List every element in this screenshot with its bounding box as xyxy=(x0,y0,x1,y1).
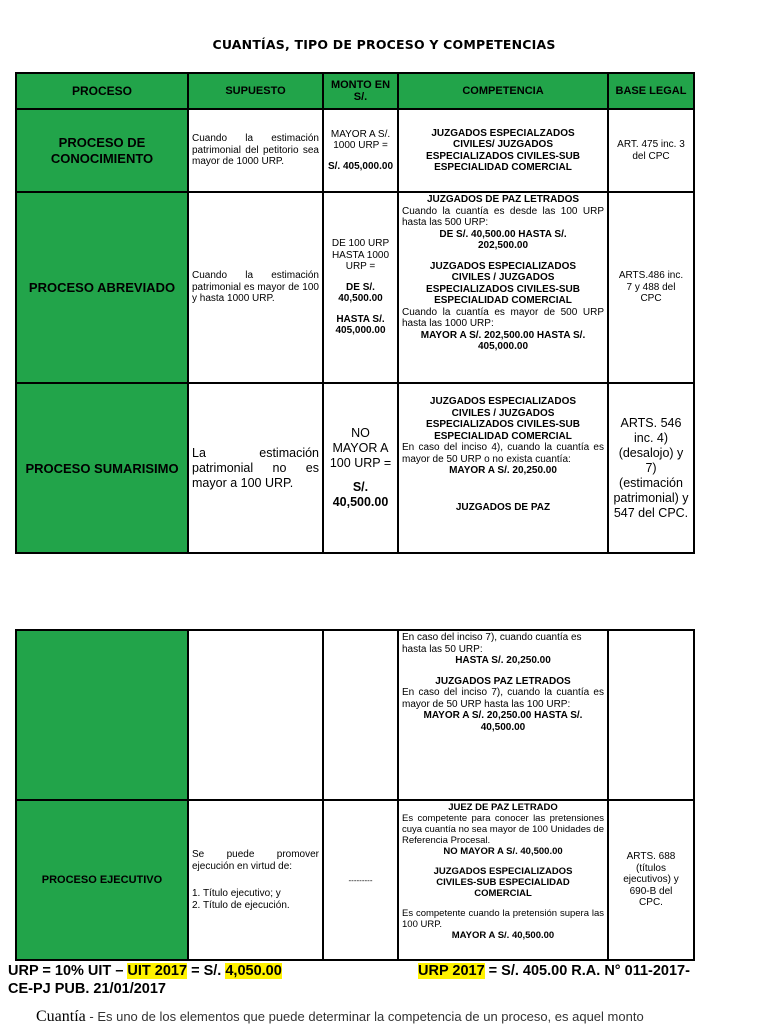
header-proceso: PROCESO xyxy=(16,73,188,109)
monto-value: S/. 40,500.00 xyxy=(332,480,389,509)
competencia-cell xyxy=(398,192,608,383)
supuesto-cell xyxy=(188,630,323,800)
competencia-heading: JUEZ DE PAZ LETRADO xyxy=(448,802,558,813)
competencia-text: Es competente para conocer las pretensiones cuya cuantía no sea mayor de 100 Unidades de Referencia Procesal. xyxy=(402,813,604,846)
competencia-cell xyxy=(398,383,608,553)
competencia-amount: HASTA S/. 20,250.00 xyxy=(455,655,551,666)
monto-text: DE 100 URP HASTA 1000 URP = xyxy=(331,238,390,273)
header-supuesto: SUPUESTO xyxy=(188,73,323,109)
footer-text: URP = 10% UIT – xyxy=(8,963,128,979)
monto-text: NO MAYOR A 100 URP = xyxy=(329,426,392,470)
proceso-abreviado: PROCESO ABREVIADO xyxy=(16,192,188,383)
competencia-cell: JUZGADOS ESPECIALZADOS CIVILES/ JUZGADOS ESPECIALIZADOS CIVILES-SUB ESPECIALIDAD COMERCIAL xyxy=(398,109,608,192)
table-row xyxy=(16,630,694,800)
definition-text xyxy=(36,1008,756,1026)
monto-cell: --------- xyxy=(323,800,398,960)
competencia-heading: JUZGADOS ESPECIALIZADOS CIVILES / JUZGADOS ESPECIALIZADOS CIVILES-SUB ESPECIALIDAD COMERCIAL xyxy=(426,396,580,442)
competencia-text: Es competente cuando la pretensión supera las 100 URP. xyxy=(402,908,604,930)
supuesto-cell: Cuando la estimación patrimonial es mayor de 100 y hasta 1000 URP. xyxy=(188,192,323,383)
competencia-cell xyxy=(398,630,608,800)
base-legal-cell: ARTS. 546 inc. 4) (desalojo) y 7) (estimación patrimonial) y 547 del CPC. xyxy=(608,383,694,553)
monto-text: MAYOR A S/. 1000 URP = xyxy=(330,128,391,152)
proceso-sumarisimo-continued xyxy=(16,630,188,800)
competencia-heading: JUZGADOS ESPECIALIZADOS CIVILES / JUZGADOS ESPECIALIZADOS CIVILES-SUB ESPECIALIDAD COMERCIAL xyxy=(426,260,580,306)
page-title: CUANTÍAS, TIPO DE PROCESO Y COMPETENCIAS xyxy=(212,37,556,52)
competencia-heading: JUZGADOS ESPECIALIZADOS CIVILES-SUB ESPECIALIDAD COMERCIAL xyxy=(433,866,573,899)
footer-urp-2017 xyxy=(418,962,690,980)
monto-value: HASTA S/. 405,000.00 xyxy=(335,313,386,337)
supuesto-cell: La estimación patrimonial no es mayor a 100 URP. xyxy=(188,383,323,553)
supuesto-text: Se puede promover ejecución en virtud de: xyxy=(192,849,319,872)
competencia-amount: MAYOR A S/. 20,250.00 xyxy=(449,465,557,476)
header-monto: MONTO EN S/. xyxy=(323,73,398,109)
supuesto-item: 1. Título ejecutivo; y xyxy=(192,888,281,899)
competencia-text: Cuando la cuantía es desde las 100 URP hasta las 500 URP: xyxy=(402,205,604,228)
supuesto-cell xyxy=(188,800,323,960)
competencia-amount: DE S/. 40,500.00 HASTA S/. 202,500.00 xyxy=(439,228,567,251)
competencia-amount: MAYOR A S/. 20,250.00 HASTA S/. 40,500.00 xyxy=(423,710,583,733)
table-row xyxy=(16,192,694,383)
supuesto-cell: Cuando la estimación patrimonial del petitorio sea mayor de 1000 URP. xyxy=(188,109,323,192)
footer-text: = S/. 405.00 R.A. N° 011-2017- xyxy=(484,963,690,979)
monto-cell xyxy=(323,630,398,800)
definition-term: Cuantía xyxy=(36,1008,86,1025)
proceso-sumarisimo: PROCESO SUMARISIMO xyxy=(16,383,188,553)
footer-highlight: UIT 2017 xyxy=(127,963,188,979)
monto-value: DE S/. 40,500.00 xyxy=(338,281,383,305)
competencia-amount: MAYOR A S/. 202,500.00 HASTA S/. 405,000.00 xyxy=(420,329,586,352)
footer-text: = S/. xyxy=(187,963,226,979)
base-legal-cell: ARTS. 688 (títulos ejecutivos) y 690-B del CPC. xyxy=(608,800,694,960)
footer-urp-uit xyxy=(8,962,282,980)
footer-highlight: 4,050.00 xyxy=(225,963,282,979)
monto-cell xyxy=(323,383,398,553)
competencia-heading: JUZGADOS DE PAZ LETRADOS xyxy=(426,194,580,205)
table-row xyxy=(16,383,694,553)
competencia-amount: NO MAYOR A S/. 40,500.00 xyxy=(443,846,563,857)
competencia-heading: JUZGADOS PAZ LETRADOS xyxy=(435,675,571,687)
competencia-text: En caso del inciso 7), cuando la cuantía es mayor de 50 URP hasta las 100 URP: xyxy=(402,687,604,710)
competence-table xyxy=(15,72,695,554)
supuesto-item: 2. Título de ejecución. xyxy=(192,899,290,911)
monto-cell xyxy=(323,109,398,192)
proceso-conocimiento xyxy=(16,109,188,192)
competencia-heading: JUZGADOS DE PAZ xyxy=(455,501,551,513)
monto-cell xyxy=(323,192,398,383)
competence-table-continued xyxy=(15,629,695,961)
footer-publication: CE-PJ PUB. 21/01/2017 xyxy=(8,981,166,997)
footer-highlight: URP 2017 xyxy=(418,963,485,979)
table-header-row xyxy=(16,73,694,109)
competencia-text: En caso del inciso 7), cuando cuantía es hasta las 50 URP: xyxy=(402,632,582,655)
base-legal-cell xyxy=(608,630,694,800)
proceso-label: PROCESO DE CONOCIMIENTO xyxy=(50,134,154,166)
header-competencia: COMPETENCIA xyxy=(398,73,608,109)
table-row xyxy=(16,109,694,192)
base-legal-cell: ARTS.486 inc. 7 y 488 del CPC xyxy=(608,192,694,383)
base-legal-cell: ART. 475 inc. 3 del CPC xyxy=(608,109,694,192)
competencia-text: Cuando la cuantía es mayor de 500 URP hasta las 1000 URP: xyxy=(402,306,604,329)
proceso-ejecutivo: PROCESO EJECUTIVO xyxy=(16,800,188,960)
definition-body: - Es uno de los elementos que puede determinar la competencia de un proceso, es aquel monto xyxy=(85,1009,644,1024)
competencia-cell xyxy=(398,800,608,960)
competencia-text: En caso del inciso 4), cuando la cuantía es mayor de 50 URP o no exista cuantía: xyxy=(402,442,604,465)
header-base-legal: BASE LEGAL xyxy=(608,73,694,109)
competencia-amount: MAYOR A S/. 40,500.00 xyxy=(451,930,555,941)
table-row xyxy=(16,800,694,960)
monto-value: S/. 405,000.00 xyxy=(327,160,394,172)
